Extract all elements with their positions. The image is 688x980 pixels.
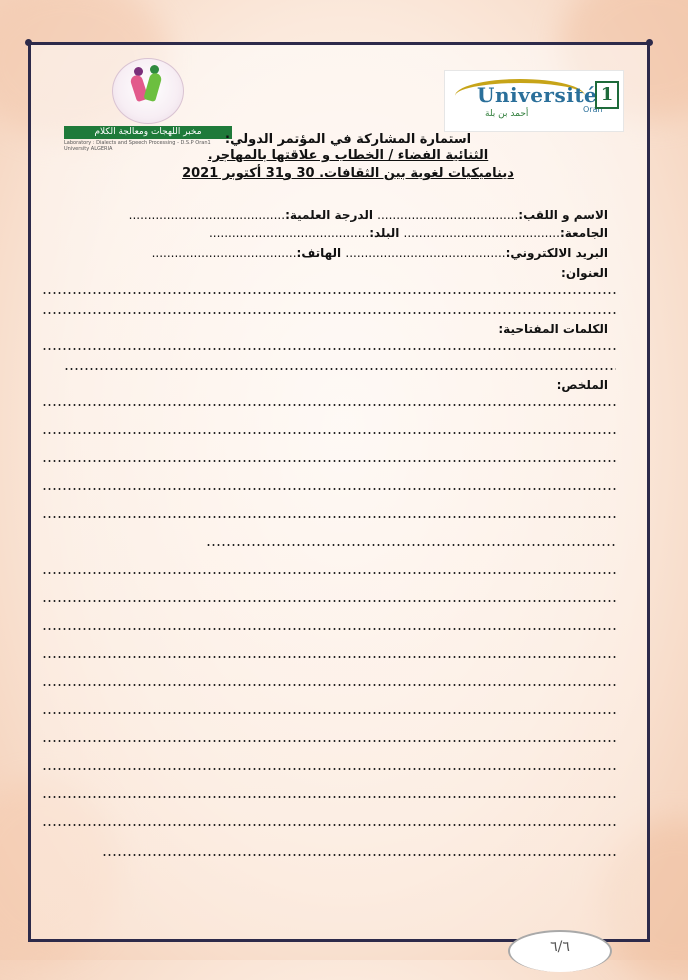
degree-field[interactable]: ......................................... xyxy=(128,208,286,222)
abstract-line[interactable] xyxy=(42,684,616,686)
abstract-line[interactable] xyxy=(42,460,616,462)
name-field[interactable]: ..................................... xyxy=(377,208,519,222)
lab-logo-subtitle: Laboratory : Dialects and Speech Processing - D.S.P Oran1 University ALGERIA xyxy=(64,140,211,152)
university-logo-name: Université xyxy=(477,83,598,107)
address-line[interactable] xyxy=(42,312,616,314)
abstract-line[interactable] xyxy=(42,516,616,518)
university-logo-city: Oran xyxy=(583,105,603,114)
form-title: استمارة المشاركة في المؤتمر الدولي: xyxy=(224,132,472,147)
country-label: البلد: xyxy=(369,226,400,240)
abstract-line[interactable] xyxy=(42,712,616,714)
university-field[interactable]: ......................................... xyxy=(403,226,560,240)
keywords-label: الكلمات المفتاحية: xyxy=(498,322,608,336)
phone-field[interactable]: ...................................... xyxy=(151,246,297,260)
lab-logo-emblem xyxy=(112,58,184,124)
abstract-line[interactable] xyxy=(42,628,616,630)
abstract-line[interactable] xyxy=(42,740,616,742)
form-dates: ديناميكيات لغوية بين الثقافات. 30 و31 أكتوبر 2021 xyxy=(182,166,514,181)
abstract-line[interactable] xyxy=(42,572,616,574)
abstract-line[interactable] xyxy=(42,656,616,658)
keywords-line[interactable] xyxy=(42,348,616,350)
university-logo-arabic: أحمد بن بلة xyxy=(485,109,529,119)
university-logo xyxy=(444,70,624,132)
lab-logo-banner: مخبر اللهجات ومعالجة الكلام xyxy=(64,126,232,139)
address-label: العنوان: xyxy=(561,266,608,280)
abstract-line[interactable] xyxy=(42,824,616,826)
university-row xyxy=(209,226,608,240)
degree-label: الدرجة العلمية: xyxy=(285,208,373,222)
abstract-line[interactable] xyxy=(102,854,616,856)
abstract-line[interactable] xyxy=(42,796,616,798)
frame-corner xyxy=(25,39,32,46)
abstract-label: الملخص: xyxy=(556,378,608,392)
page-number: ٦/٦ xyxy=(508,930,612,972)
keywords-line[interactable] xyxy=(64,368,616,370)
abstract-line[interactable] xyxy=(42,432,616,434)
email-field[interactable]: .......................................... xyxy=(345,246,506,260)
abstract-line[interactable] xyxy=(206,544,616,546)
abstract-line[interactable] xyxy=(42,600,616,602)
form-subtitle: الثنائية الفضاء / الخطاب و علاقتها بالمهاجر. xyxy=(207,148,489,163)
phone-label: الهاتف: xyxy=(296,246,342,260)
name-row xyxy=(129,208,608,222)
abstract-line[interactable] xyxy=(42,488,616,490)
email-label: البريد الالكتروني: xyxy=(505,246,608,260)
university-label: الجامعة: xyxy=(559,226,608,240)
form-sheet xyxy=(34,48,644,928)
contact-row xyxy=(152,246,608,260)
country-field[interactable]: .......................................... xyxy=(208,226,370,240)
address-line[interactable] xyxy=(42,292,616,294)
abstract-line[interactable] xyxy=(42,768,616,770)
name-label: الاسم و اللقب: xyxy=(518,208,608,222)
university-logo-number: 1 xyxy=(595,81,619,109)
frame-corner xyxy=(646,39,653,46)
abstract-line[interactable] xyxy=(42,404,616,406)
